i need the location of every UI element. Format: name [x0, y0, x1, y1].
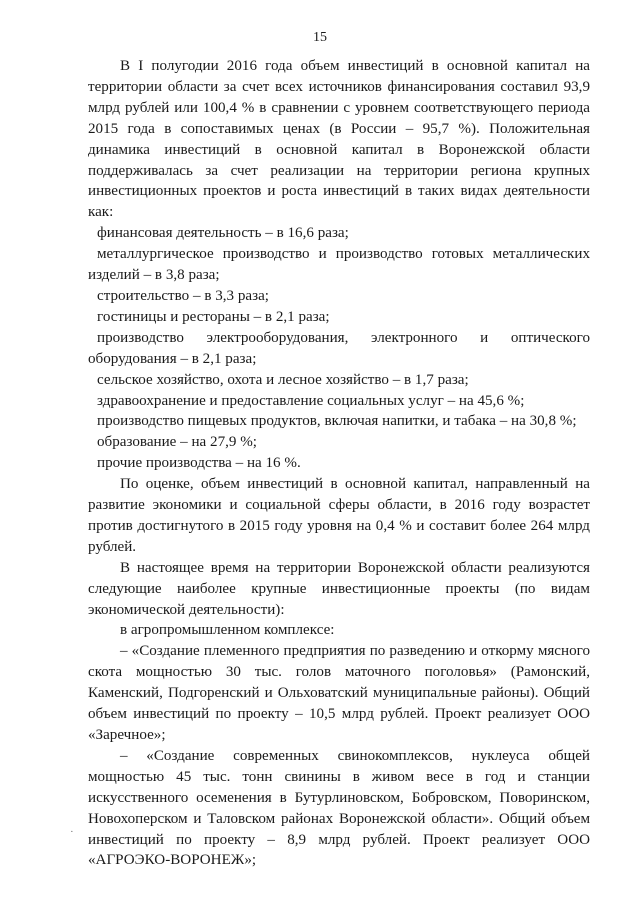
paragraph-investment-forecast: По оценке, объем инвестиций в основной капитал, направленный на развитие экономики и социальной сферы области, в 2016 году возрастет против достигнутого в 2015 году уровня на 0,4 % и составит более 264 млрд рублей. — [88, 476, 590, 555]
list-item-sector: финансовая деятельность – в 16,6 раза; — [97, 225, 349, 242]
project-item-pig-complexes: – «Создание современных свинокомплексов, нуклеуса общей мощностью 45 тыс. тонн свинины в живом весе в год и станции искусственного осеменения в Бутурлиновском, Бобровском, Поворинском, Новохоперском и Таловском районах Воронежской области». Общий объем инвестиций по проекту – 8,9 млрд рублей. Проект реализует ООО «АГРОЭКО-ВОРОНЕЖ»; — [88, 747, 590, 869]
list-item-sector: металлургическое производство и производство готовых металлических изделий – в 3,8 раза; — [88, 246, 590, 284]
list-item-sector: строительство – в 3,3 раза; — [97, 287, 269, 304]
paragraph-projects-intro: В настоящее время на территории Воронежской области реализуются следующие наиболее крупные инвестиционные проекты (по видам экономической деятельности): — [88, 559, 590, 618]
list-item-sector: сельское хозяйство, охота и лесное хозяйство – в 1,7 раза; — [97, 371, 469, 388]
paragraph-investment-overview: В I полугодии 2016 года объем инвестиций в основной капитал на территории области за счет всех источников финансирования составил 93,9 млрд рублей или 100,4 % в сравнении с уровнем соответствующего периода 2015 года в сопоставимых ценах (в России – 95,7 %). Положительная динамика инвестиций в основной капитал в Воронежской области поддерживалась за счет реализации на территории региона крупных инвестиционных проектов и роста инвестиций в таких видах деятельности как: — [88, 58, 590, 221]
page-number: 15 — [313, 30, 327, 45]
document-body — [88, 56, 590, 871]
list-item-sector: производство электрооборудования, электронного и оптического оборудования – в 2,1 раза; — [88, 329, 590, 367]
list-item-sector: производство пищевых продуктов, включая напитки, и табака – на 30,8 %; — [97, 413, 577, 430]
list-item-sector: образование – на 27,9 %; — [97, 434, 257, 451]
list-item-sector: гостиницы и рестораны – в 2,1 раза; — [97, 308, 330, 325]
list-item-sector: здравоохранение и предоставление социальных услуг – на 45,6 %; — [97, 392, 525, 409]
scan-mark: · — [70, 826, 74, 838]
project-item-cattle: – «Создание племенного предприятия по разведению и откорму мясного скота мощностью 30 тыс. голов маточного поголовья» (Рамонский, Каменский, Подгоренский и Ольховатский муниципальные районы). Общий объем инвестиций по проекту – 10,5 млрд рублей. Проект реализует ООО «Заречное»; — [88, 643, 590, 743]
paragraph-agro-heading: в агропромышленном комплексе: — [120, 622, 335, 639]
list-item-sector: прочие производства – на 16 %. — [97, 455, 301, 472]
